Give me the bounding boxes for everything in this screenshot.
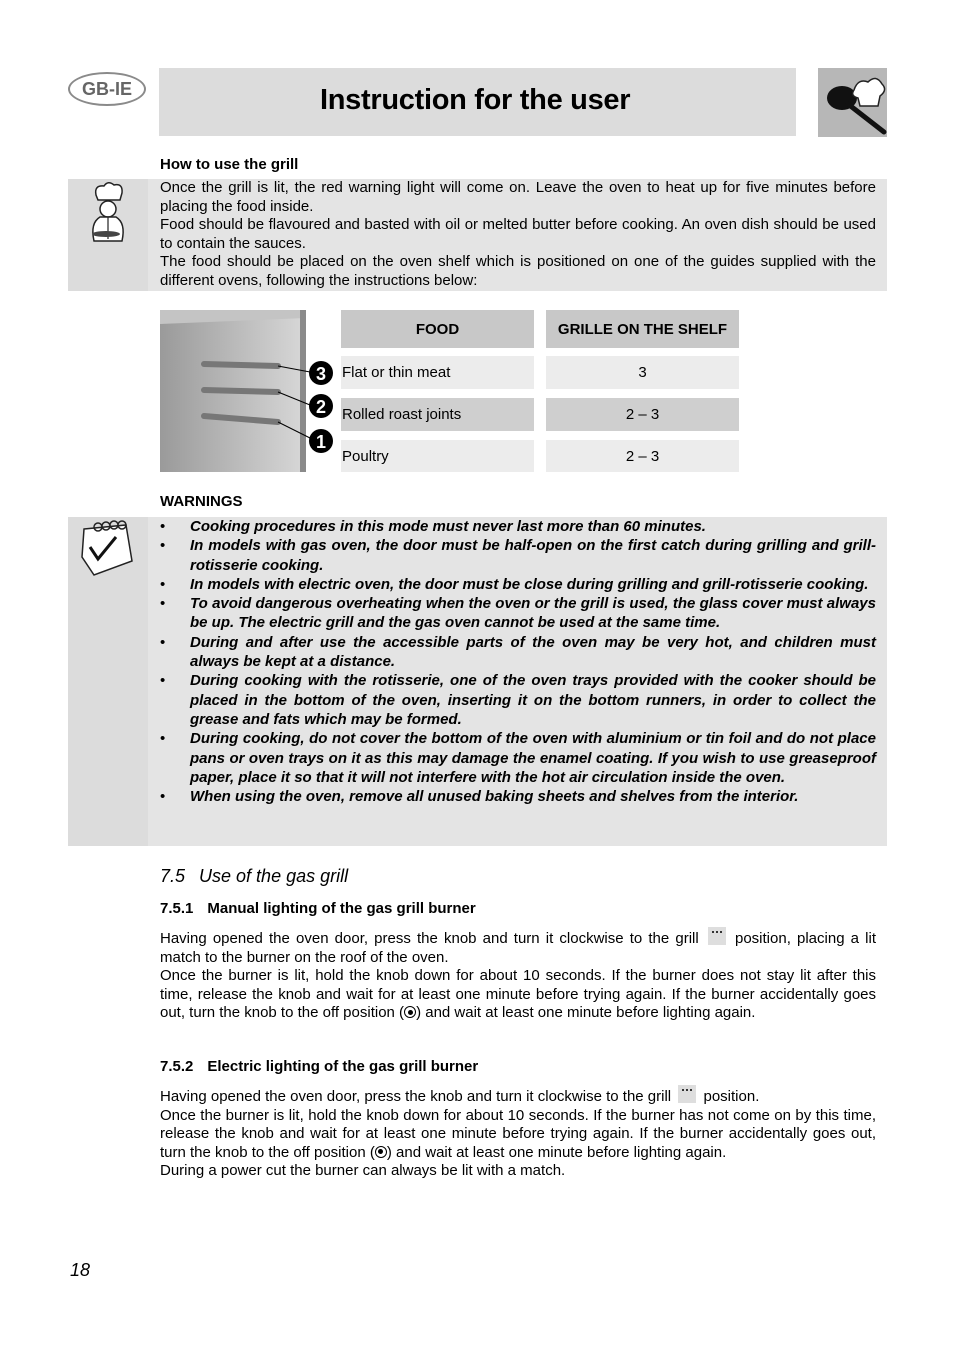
language-badge: GB-IE — [68, 72, 146, 106]
grill-paragraph-2: Food should be flavoured and basted with oil or melted butter before cooking. An oven dish should be used to contain the sauces. — [160, 216, 876, 252]
grill-paragraph-3: The food should be placed on the oven shelf which is positioned on one of the guides supplied with the different ovens, following the instructions below: — [160, 253, 876, 289]
electric-lighting-text — [160, 1085, 876, 1181]
manual-lighting-text — [160, 927, 876, 1023]
subsection-title: Electric lighting of the gas grill burner — [207, 1058, 479, 1075]
table-header-shelf: GRILLE ON THE SHELF — [546, 310, 739, 348]
warning-item: • When using the oven, remove all unused baking sheets and shelves from the interior. — [160, 787, 876, 806]
table-header-food: FOOD — [341, 310, 534, 348]
table-cell-shelf: 3 — [546, 356, 739, 389]
subsection-title: Manual lighting of the gas grill burner — [207, 900, 476, 917]
chef-icon-box — [68, 179, 148, 291]
grill-symbol-icon — [708, 927, 726, 945]
electric-paragraph-3: During a power cut the burner can always be lit with a match. — [160, 1162, 566, 1179]
manual-paragraph-2: Once the burner is lit, hold the knob down for about 10 seconds. If the burner does not stay lit after this time, release the knob and wait for at least one minute before trying again. If the burner accidentally goes out, turn the knob to the off position ( ) and wait at least one minute before lighting again. — [160, 967, 876, 1021]
section-number: 7.5 — [160, 866, 186, 886]
warning-item: • During and after use the accessible parts of the oven may be very hot, and children must always be kept at a distance. — [160, 633, 876, 672]
page-title: Instruction for the user — [320, 84, 631, 116]
electric-paragraph-2: Once the burner is lit, hold the knob down for about 10 seconds. If the burner has not come on by this time, release the knob and wait for at least one minute before trying again. If the burner accidentally goes out, turn the knob to the off position ( ) and wait at least one minute before lighting again. — [160, 1106, 876, 1161]
shelf-label-1: 1 — [315, 432, 327, 452]
table-cell-food: Rolled roast joints — [341, 398, 534, 431]
oven-shelf-diagram — [160, 310, 338, 472]
grill-paragraphs — [160, 179, 876, 290]
off-position-icon — [375, 1146, 387, 1158]
page-number: 18 — [70, 1260, 91, 1280]
table-cell-food: Flat or thin meat — [341, 356, 534, 389]
warning-item: • During cooking, do not cover the bottom of the oven with aluminium or tin foil and do not place pans or oven trays on it as this may damage the enamel coating. If you wish to use greaseproof paper, place it so that it will not interfere with the hot air circulation inside the oven. — [160, 729, 876, 787]
grill-paragraph-1: Once the grill is lit, the red warning light will come on. Leave the oven to heat up for five minutes before placing the food inside. — [160, 179, 876, 215]
subsection-7-5-2-heading — [160, 1058, 478, 1075]
shelf-label-3: 3 — [315, 364, 327, 384]
subsection-7-5-1-heading — [160, 900, 476, 917]
chef-icon — [68, 179, 148, 259]
subsection-number: 7.5.1 — [160, 900, 194, 917]
electric-paragraph-1: Having opened the oven door, press the knob and turn it clockwise to the grill position. — [160, 1085, 876, 1107]
manual-paragraph-1: Having opened the oven door, press the knob and turn it clockwise to the grill position, placing a lit match to the burner on the roof of the oven. — [160, 927, 876, 967]
off-position-icon — [404, 1006, 416, 1018]
warning-item: • In models with gas oven, the door must be half-open on the first catch during grilling and grill-rotisserie cooking. — [160, 536, 876, 575]
notepad-check-icon — [68, 517, 148, 587]
grill-symbol-icon — [678, 1085, 696, 1103]
warning-item: • Cooking procedures in this mode must never last more than 60 minutes. — [160, 517, 876, 536]
section-title: Use of the gas grill — [199, 866, 349, 886]
chef-spoon-icon — [818, 68, 887, 137]
table-cell-food: Poultry — [341, 440, 534, 472]
warnings-icon-box — [68, 517, 148, 846]
subsection-number: 7.5.2 — [160, 1058, 194, 1075]
warnings-heading: WARNINGS — [160, 493, 243, 510]
warning-item: • During cooking with the rotisserie, one of the oven trays provided with the cooker should be placed in the bottom of the oven, inserting it on the bottom runners, in order to collect the grease and fats which may be formed. — [160, 671, 876, 729]
table-cell-shelf: 2 – 3 — [546, 398, 739, 431]
section-7-5-heading — [160, 866, 348, 887]
warnings-list — [160, 517, 876, 806]
shelf-label-2: 2 — [315, 397, 327, 417]
grill-heading: How to use the grill — [160, 156, 299, 173]
warning-item: • In models with electric oven, the door must be close during grilling and grill-rotisserie cooking. — [160, 575, 876, 594]
warning-item: • To avoid dangerous overheating when the oven or the grill is used, the glass cover must always be up. The electric grill and the gas oven cannot be used at the same time. — [160, 594, 876, 633]
table-cell-shelf: 2 – 3 — [546, 440, 739, 472]
